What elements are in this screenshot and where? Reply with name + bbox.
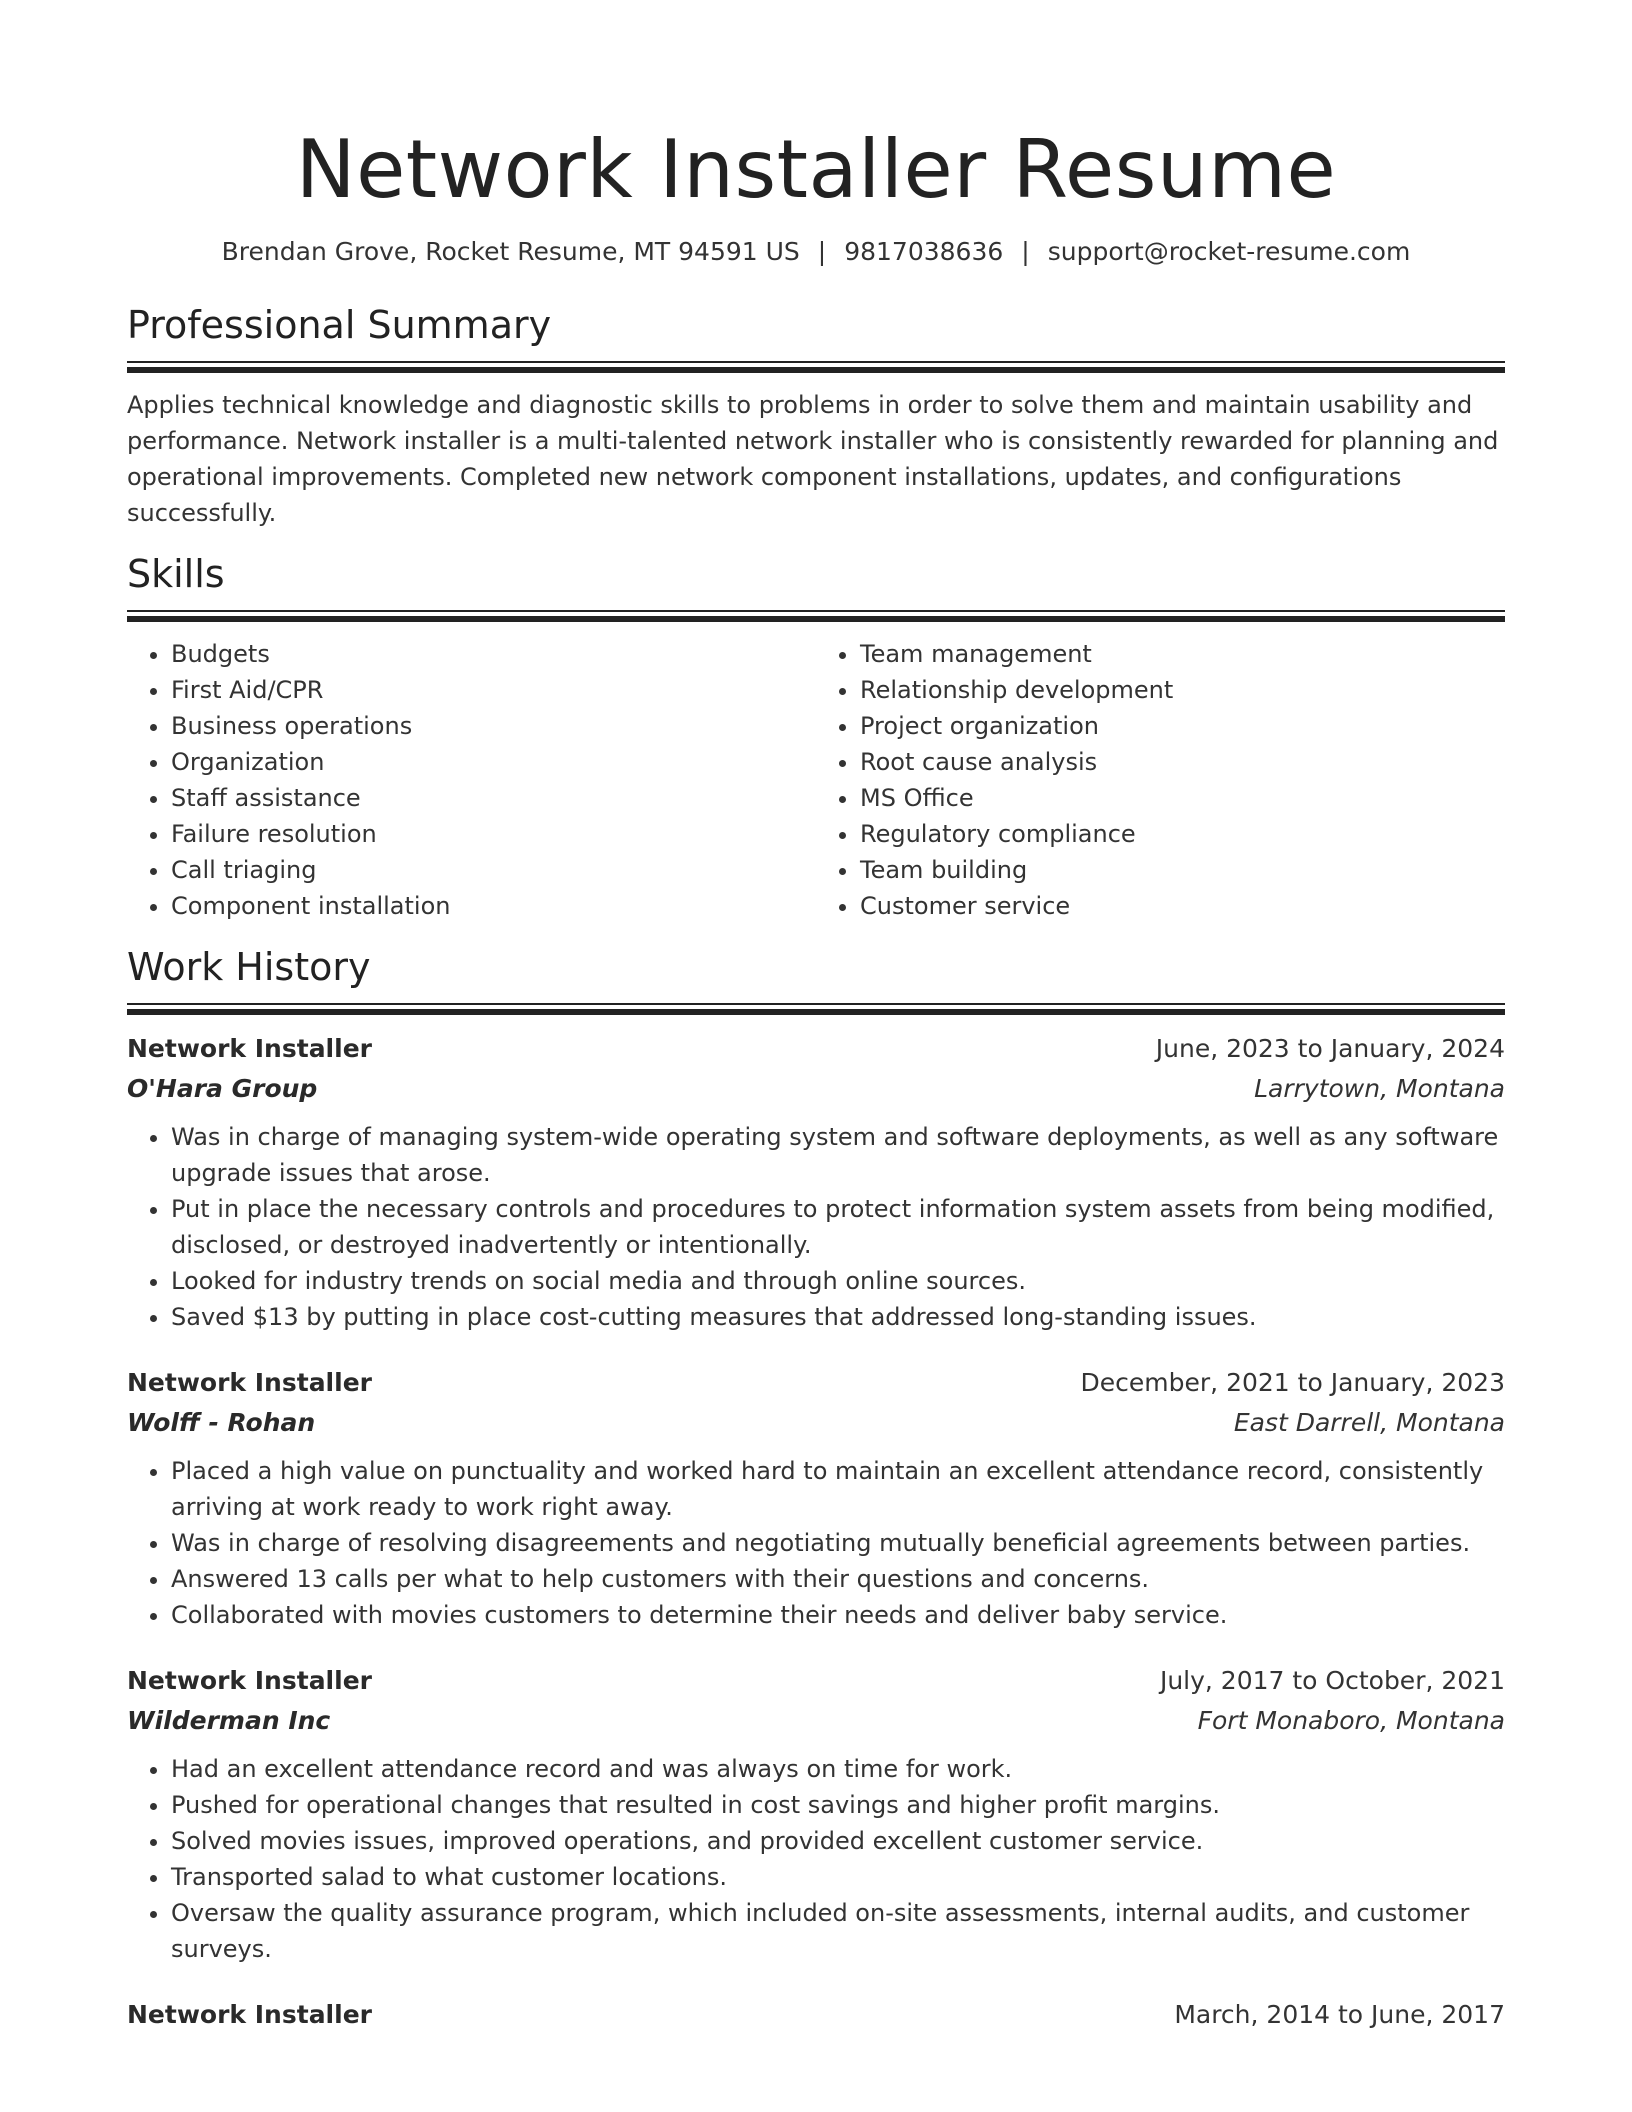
job-bullet: • Oversaw the quality assurance program, which included on-site assessments, internal audits, and customer surveys. — [171, 1895, 1505, 1967]
skill-item: • Call triaging — [171, 852, 816, 888]
work-history-section — [127, 944, 1505, 2033]
skill-item: • Organization — [171, 744, 816, 780]
job-title: Network Installer — [127, 2000, 372, 2029]
contact-line — [127, 235, 1505, 269]
job-bullets — [127, 1751, 1505, 1967]
job-company: O'Hara Group — [127, 1074, 318, 1103]
job-dates: March, 2014 to June, 2017 — [1174, 2000, 1505, 2029]
job-bullet: • Placed a high value on punctuality and worked hard to maintain an excellent attendance record, consistently arriving at work ready to work right away. — [171, 1453, 1505, 1525]
job-entry — [127, 1997, 1505, 2033]
job-bullet: • Answered 13 calls per what to help customers with their questions and concerns. — [171, 1561, 1505, 1597]
work-history-heading: Work History — [127, 945, 371, 989]
job-subheader — [127, 1067, 1505, 1107]
job-location: Larrytown, Montana — [1254, 1074, 1505, 1103]
job-bullet: • Collaborated with movies customers to determine their needs and deliver baby service. — [171, 1597, 1505, 1633]
resume-title: Network Installer Resume — [295, 123, 1337, 216]
job-bullet: • Looked for industry trends on social media and through online sources. — [171, 1263, 1505, 1299]
job-bullets — [127, 1119, 1505, 1335]
job-bullet: • Solved movies issues, improved operations, and provided excellent customer service. — [171, 1823, 1505, 1859]
job-dates: July, 2017 to October, 2021 — [1159, 1666, 1505, 1695]
job-bullet: • Was in charge of resolving disagreements and negotiating mutually beneficial agreements between parties. — [171, 1525, 1505, 1561]
contact-separator: | — [817, 237, 827, 266]
job-bullet: • Had an excellent attendance record and was always on time for work. — [171, 1751, 1505, 1787]
skills-heading: Skills — [127, 552, 225, 596]
job-entry — [127, 1663, 1505, 1967]
skill-item: • Budgets — [171, 636, 816, 672]
skills-list — [127, 636, 1505, 924]
job-company: Wilderman Inc — [127, 1706, 331, 1735]
contact-phone: 9817038636 — [844, 237, 1004, 266]
job-header — [127, 1031, 1505, 1067]
job-bullets — [127, 1453, 1505, 1633]
summary-text: Applies technical knowledge and diagnostic skills to problems in order to solve them and maintain usability and performance. Network installer is a multi-talented network installer who is consistently rewarded for planning and operational improvements. Completed new network component installations, updates, and configurations successfully. — [127, 391, 1499, 527]
skill-item: • Team management — [860, 636, 1505, 672]
job-bullet: • Pushed for operational changes that resulted in cost savings and higher profit margins. — [171, 1787, 1505, 1823]
job-subheader — [127, 1401, 1505, 1441]
contact-address: Brendan Grove, Rocket Resume, MT 94591 US — [221, 237, 800, 266]
contact-email: support@rocket-resume.com — [1047, 237, 1411, 266]
section-divider — [127, 361, 1505, 373]
skill-item: • MS Office — [860, 780, 1505, 816]
job-company: Wolff - Rohan — [127, 1408, 316, 1437]
contact-separator: | — [1021, 237, 1030, 266]
job-title: Network Installer — [127, 1666, 372, 1695]
skill-item: • Staff assistance — [171, 780, 816, 816]
skills-section — [127, 551, 1505, 924]
skills-column-right — [816, 636, 1505, 924]
job-dates: June, 2023 to January, 2024 — [1155, 1034, 1505, 1063]
job-bullet: • Saved $13 by putting in place cost-cutting measures that addressed long-standing issues. — [171, 1299, 1505, 1335]
skill-item: • Business operations — [171, 708, 816, 744]
job-header — [127, 1365, 1505, 1401]
job-title: Network Installer — [127, 1368, 372, 1397]
job-dates: December, 2021 to January, 2023 — [1080, 1368, 1505, 1397]
summary-section — [127, 302, 1505, 531]
summary-heading: Professional Summary — [127, 303, 552, 347]
job-entry — [127, 1365, 1505, 1633]
job-bullet: • Transported salad to what customer locations. — [171, 1859, 1505, 1895]
section-divider — [127, 610, 1505, 622]
skill-item: • Project organization — [860, 708, 1505, 744]
skill-item: • Component installation — [171, 888, 816, 924]
skill-item: • Regulatory compliance — [860, 816, 1505, 852]
job-subheader — [127, 1699, 1505, 1739]
job-entry — [127, 1031, 1505, 1335]
skill-item: • Root cause analysis — [860, 744, 1505, 780]
job-location: East Darrell, Montana — [1233, 1408, 1505, 1437]
skill-item: • Team building — [860, 852, 1505, 888]
skill-item: • Relationship development — [860, 672, 1505, 708]
job-bullet: • Put in place the necessary controls and procedures to protect information system assets from being modified, disclosed, or destroyed inadvertently or intentionally. — [171, 1191, 1505, 1263]
job-header — [127, 1997, 1505, 2033]
skill-item: • Customer service — [860, 888, 1505, 924]
job-location: Fort Monaboro, Montana — [1197, 1706, 1505, 1735]
skill-item: • Failure resolution — [171, 816, 816, 852]
job-bullet: • Was in charge of managing system-wide operating system and software deployments, as well as any software upgrade issues that arose. — [171, 1119, 1505, 1191]
skills-column-left — [127, 636, 816, 924]
skill-item: • First Aid/CPR — [171, 672, 816, 708]
job-header — [127, 1663, 1505, 1699]
section-divider — [127, 1003, 1505, 1015]
job-title: Network Installer — [127, 1034, 372, 1063]
